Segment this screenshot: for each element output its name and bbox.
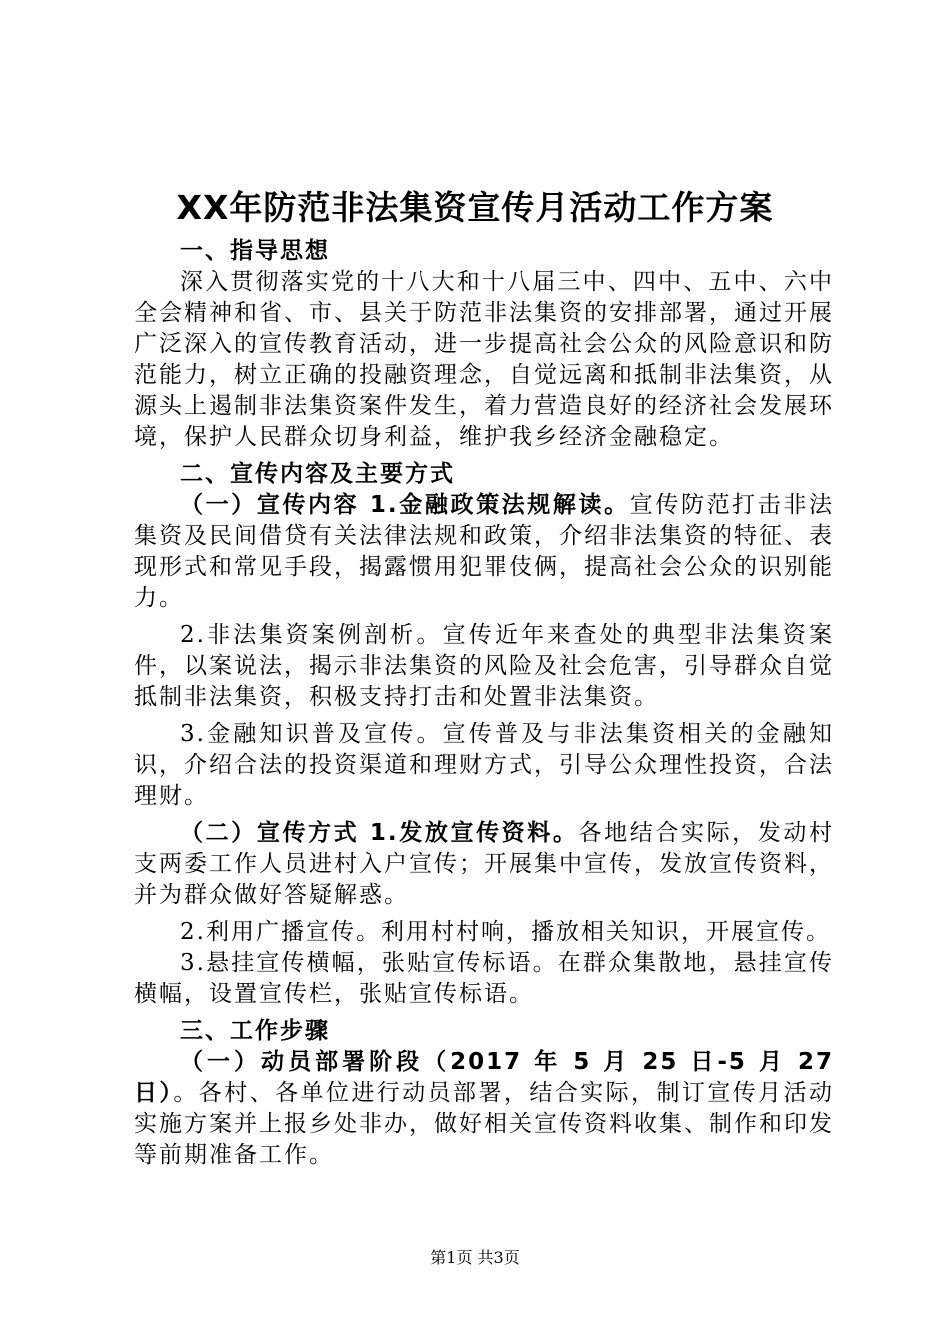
paragraph-publicity-method-2: 2.利用广播宣传。利用村村响，播放相关知识，开展宣传。 <box>180 919 831 945</box>
paragraph-publicity-method-1 <box>134 818 834 911</box>
paragraph-publicity-content-2: 2.非法集资案例剖析。宣传近年来查处的典型非法集资案件，以案说法，揭示非法集资的风险及社会危害，引导群众自觉抵制非法集资，积极支持打击和处置非法集资。 <box>134 622 834 710</box>
paragraph-lead: （一）宣传内容 1.金融政策法规解读。 <box>180 492 630 518</box>
paragraph-text: 各地结合实际，发动村支两委工作人员进村入户宣传；开展集中宣传，发放宣传资料，并为群众做好答疑解惑。 <box>134 820 835 908</box>
paragraph-text: 宣传防范打击非法集资及民间借贷有关法律法规和政策，介绍非法集资的特征、表现形式和常见手段，揭露惯用犯罪伎俩，提高社会公众的识别能力。 <box>134 492 835 611</box>
paragraph-lead: （一）动员部署阶段（2017 年 5 月 25 日-5 月 27 日） <box>134 1049 834 1106</box>
paragraph-guiding-ideology: 深入贯彻落实党的十八大和十八届三中、四中、五中、六中全会精神和省、市、县关于防范非法集资的安排部署，通过开展广泛深入的宣传教育活动，进一步提高社会公众的风险意识和防范能力，树立正确的投融资理念，自觉远离和抵制非法集资，从源头上遏制非法集资案件发生，着力营造良好的经济社会发展环境，保护人民群众切身利益，维护我乡经济金融稳定。 <box>134 269 834 450</box>
document-title: XX年防范非法集资宣传月活动工作方案 <box>176 188 774 227</box>
section-heading-publicity-content: 二、宣传内容及主要方式 <box>180 461 455 487</box>
paragraph-text: 。各村、各单位进行动员部署，结合实际，制订宣传月活动实施方案并上报乡处非办，做好相关宣传资料收集、制作和印发等前期准备工作。 <box>134 1080 835 1168</box>
document-body <box>134 236 834 1171</box>
section-heading-work-steps: 三、工作步骤 <box>180 1018 330 1044</box>
paragraph-publicity-content-1 <box>134 490 834 614</box>
paragraph-work-steps-1 <box>134 1047 834 1171</box>
paragraph-publicity-content-3: 3.金融知识普及宣传。宣传普及与非法集资相关的金融知识，介绍合法的投资渠道和理财方式，引导公众理性投资，合法理财。 <box>134 721 834 809</box>
paragraph-lead: （二）宣传方式 1.发放宣传资料。 <box>180 820 579 846</box>
section-heading-guiding-ideology: 一、指导思想 <box>180 238 330 264</box>
paragraph-publicity-method-3: 3.悬挂宣传横幅，张贴宣传标语。在群众集散地，悬挂宣传横幅，设置宣传栏，张贴宣传标语。 <box>134 950 834 1007</box>
page-footer: 第1页 共3页 <box>430 1248 520 1267</box>
